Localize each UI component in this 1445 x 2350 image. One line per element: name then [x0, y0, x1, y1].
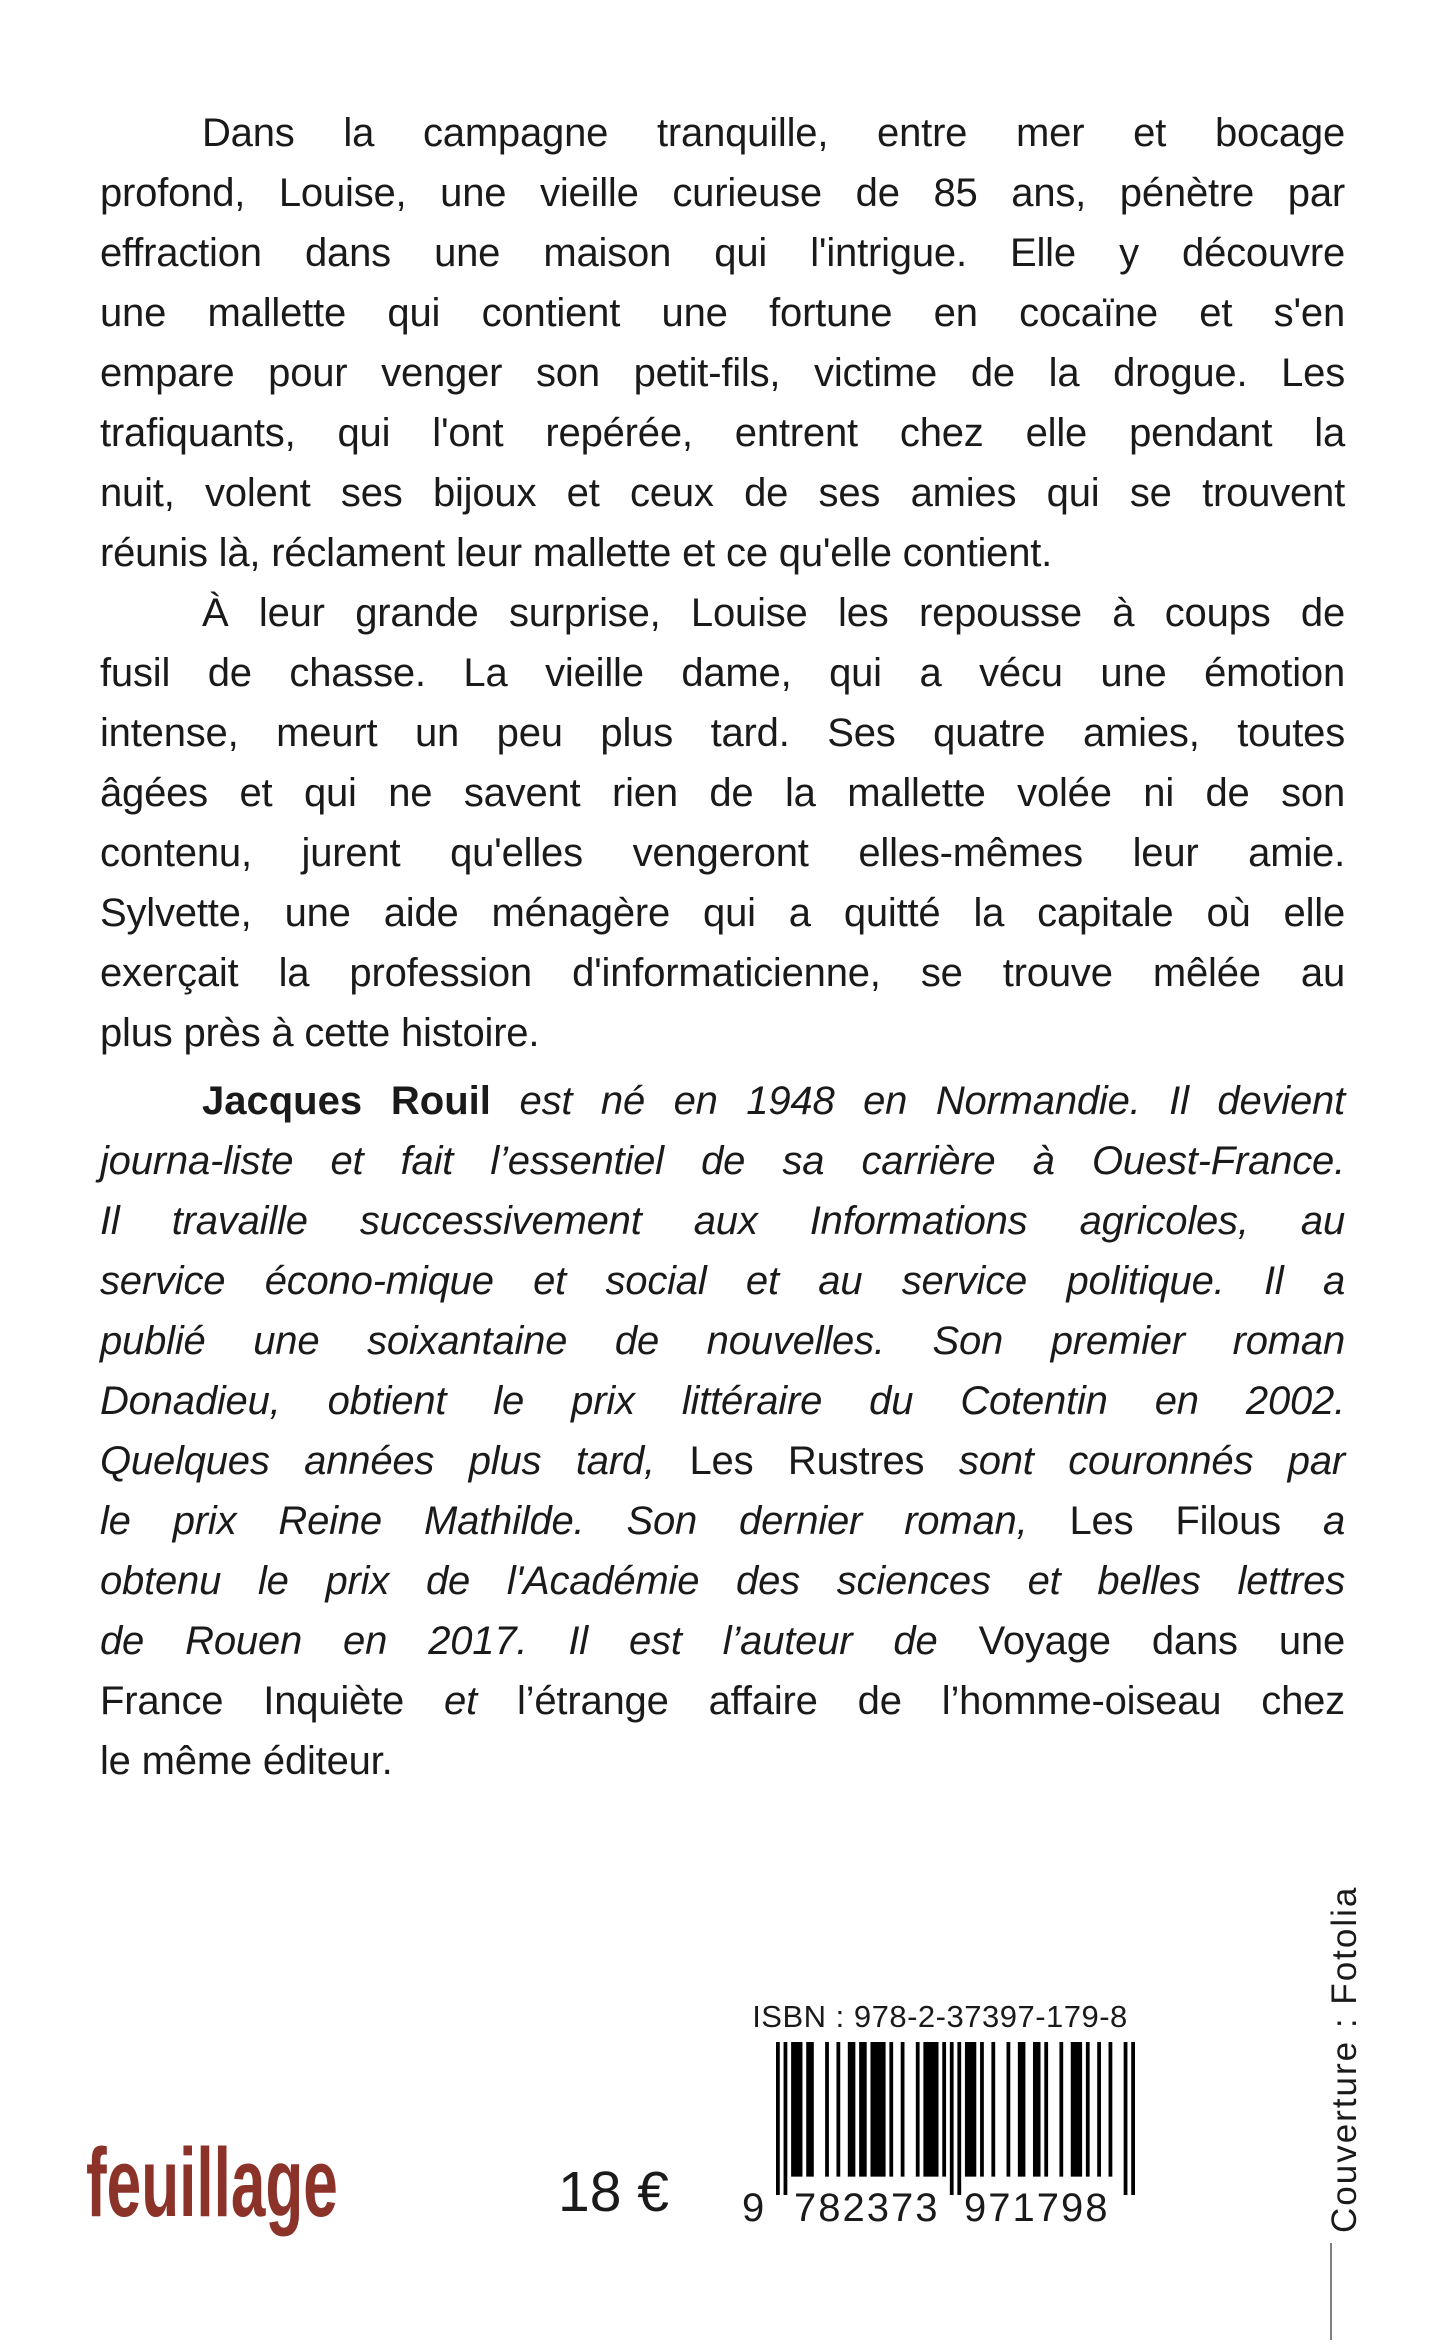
synopsis-line: fusil de chasse. La vieille dame, qui a vécu une émotion: [100, 651, 1345, 695]
synopsis-line: effraction dans une maison qui l'intrigue. Elle y découvre: [100, 231, 1345, 275]
synopsis-line: contenu, jurent qu'elles vengeront elles-mêmes leur amie.: [100, 831, 1345, 875]
barcode-digit-group: 9: [742, 2186, 767, 2230]
bio-text: est né en 1948 en Normandie. Il devient: [490, 1079, 1345, 1123]
bio-line: [100, 1071, 1345, 1131]
author-name: Jacques Rouil: [202, 1079, 491, 1123]
bio-line: journa-liste et fait l’essentiel de sa carrière à Ouest-France.: [100, 1139, 1345, 1183]
bio-text: et: [444, 1679, 477, 1723]
bio-text: sont couronnés par: [924, 1439, 1346, 1483]
publisher-logo: feuillage: [86, 2128, 338, 2237]
book-title: Voyage dans une: [978, 1619, 1345, 1663]
bio-line: Il travaille successivement aux Informations agricoles, au: [100, 1199, 1345, 1243]
price-text: 18 €: [558, 2160, 669, 2224]
bio-line: service écono-mique et social et au service politique. Il a: [100, 1259, 1345, 1303]
synopsis-line: empare pour venger son petit-fils, victime de la drogue. Les: [100, 351, 1345, 395]
bio-line: [100, 1671, 1345, 1731]
bio-line: [100, 1431, 1345, 1491]
bio-line: obtenu le prix de l'Académie des sciences et belles lettres: [100, 1559, 1345, 1603]
synopsis-line: trafiquants, qui l'ont repérée, entrent chez elle pendant la: [100, 411, 1345, 455]
bio-line: [100, 1731, 1345, 1791]
synopsis-line: plus près à cette histoire.: [100, 1011, 540, 1055]
bio-text: le même éditeur.: [100, 1739, 393, 1783]
barcode-digit-group: 971798: [964, 2186, 1110, 2230]
synopsis-line: Dans la campagne tranquille, entre mer et bocage: [202, 111, 1345, 155]
bio-text: Quelques années plus tard,: [100, 1439, 690, 1483]
book-title: France Inquiète: [100, 1679, 445, 1723]
synopsis-line: profond, Louise, une vieille curieuse de 85 ans, pénètre par: [100, 171, 1345, 215]
author-bio-block: [100, 1071, 1345, 1791]
synopsis-line: exerçait la profession d'informaticienne, se trouve mêlée au: [100, 951, 1345, 995]
book-title: l’étrange affaire de l’homme-oiseau chez: [477, 1679, 1345, 1723]
synopsis-line: âgées et qui ne savent rien de la mallette volée ni de son: [100, 771, 1345, 815]
synopsis-line: réunis là, réclament leur mallette et ce qu'elle contient.: [100, 531, 1053, 575]
synopsis-line: nuit, volent ses bijoux et ceux de ses amies qui se trouvent: [100, 471, 1345, 515]
book-title: Les Filous: [1069, 1499, 1281, 1543]
book-title: Les Rustres: [689, 1439, 925, 1483]
bio-line: publié une soixantaine de nouvelles. Son premier roman: [100, 1319, 1345, 1363]
barcode-digit-group: 782373: [794, 2186, 940, 2230]
bio-text: a: [1280, 1499, 1346, 1543]
synopsis-line: une mallette qui contient une fortune en cocaïne et s'en: [100, 291, 1345, 335]
synopsis-line: À leur grande surprise, Louise les repousse à coups de: [202, 591, 1345, 635]
isbn-text: ISBN : 978-2-37397-179-8: [752, 1999, 1128, 2034]
synopsis-block: [100, 103, 1345, 1063]
barcode: [776, 2042, 1135, 2195]
cover-credit: Couverture : Fotolia: [1325, 1885, 1364, 2233]
synopsis-line: intense, meurt un peu plus tard. Ses quatre amies, toutes: [100, 711, 1345, 755]
page-edge-line: [1330, 2243, 1332, 2340]
synopsis-line: Sylvette, une aide ménagère qui a quitté la capitale où elle: [100, 891, 1345, 935]
bio-text: de Rouen en 2017. Il est l’auteur de: [100, 1619, 979, 1663]
bio-line: Donadieu, obtient le prix littéraire du Cotentin en 2002.: [100, 1379, 1345, 1423]
bio-line: [100, 1611, 1345, 1671]
bio-text: le prix Reine Mathilde. Son dernier roman,: [100, 1499, 1070, 1543]
bio-line: [100, 1491, 1345, 1551]
